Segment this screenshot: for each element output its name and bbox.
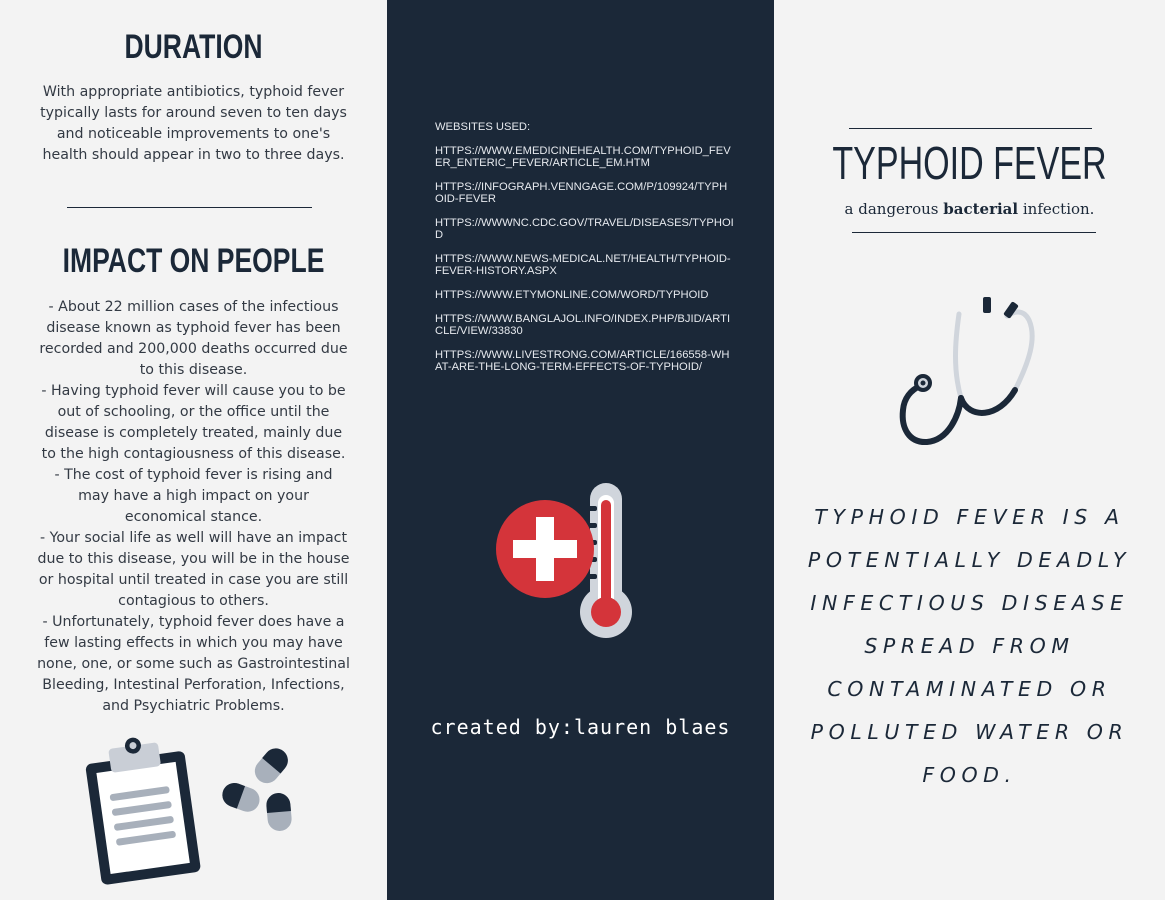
divider	[67, 207, 312, 208]
right-panel	[774, 0, 1165, 900]
divider	[852, 232, 1096, 233]
clipboard-pills-icon	[80, 735, 300, 885]
website-link[interactable]: HTTPS://INFOGRAPH.VENNGAGE.COM/P/109924/TYPHOID-FEVER	[435, 181, 728, 205]
websites-list	[435, 121, 735, 385]
website-link[interactable]: HTTPS://WWW.ETYMONLINE.COM/WORD/TYPHOID	[435, 289, 709, 301]
left-panel	[0, 0, 387, 900]
website-link[interactable]: HTTPS://WWW.BANGLAJOL.INFO/INDEX.PHP/BJID/ARTICLE/VIEW/33830	[435, 313, 731, 337]
websites-heading: WEBSITES USED:	[435, 121, 531, 133]
credits: created by:lauren blaes	[430, 715, 731, 739]
medical-thermometer-icon	[492, 480, 652, 645]
subtitle-end: infection.	[1018, 200, 1095, 218]
website-link[interactable]: HTTPS://WWW.EMEDICINEHEALTH.COM/TYPHOID_FEVER_ENTERIC_FEVER/ARTICLE_EM.HTM	[435, 145, 731, 169]
subtitle-start: a dangerous	[844, 200, 944, 218]
duration-text: With appropriate antibiotics, typhoid fever typically lasts for around seven to ten days and noticeable improvements to one's health should appear in two to three days.	[40, 84, 347, 163]
duration-heading: DURATION	[124, 28, 263, 66]
page-title: TYPHOID FEVER	[832, 137, 1107, 189]
impact-text: - About 22 million cases of the infectious disease known as typhoid fever has been recorded and 200,000 deaths occurred due to this disease. - Having typhoid fever will cause you to be out of schooling, or the office until the disease is completely treated, mainly due to the high contagiousness of this disease. - The cost of typhoid fever is rising and may have a high impact on your economical stance. - Your social life as well will have an impact due to this disease, you will be in the house or hospital until treated in case you are still contagious to others. - Unfortunately, typhoid fever does have a few lasting effects in which you may have none, one, or some such as Gastrointestinal Bleeding, Intestinal Perforation, Infections, and Psychiatric Problems.	[37, 299, 350, 714]
website-link[interactable]: HTTPS://WWW.NEWS-MEDICAL.NET/HEALTH/TYPHOID-FEVER-HISTORY.ASPX	[435, 253, 731, 277]
divider	[849, 128, 1092, 129]
key-statement: TYPHOID FEVER IS A POTENTIALLY DEADLY INFECTIOUS DISEASE SPREAD FROM CONTAMINATED OR POLLUTED WATER OR FOOD.	[807, 505, 1132, 787]
impact-heading: IMPACT ON PEOPLE	[62, 242, 325, 280]
subtitle	[774, 200, 1165, 218]
subtitle-emphasis: bacterial	[943, 200, 1019, 218]
website-link[interactable]: HTTPS://WWW.LIVESTRONG.COM/ARTICLE/166558-WHAT-ARE-THE-LONG-TERM-EFFECTS-OF-TYPHOID/	[435, 349, 730, 373]
website-link[interactable]: HTTPS://WWWNC.CDC.GOV/TRAVEL/DISEASES/TYPHOID	[435, 217, 734, 241]
stethoscope-icon	[889, 290, 1059, 450]
middle-panel	[387, 0, 774, 900]
